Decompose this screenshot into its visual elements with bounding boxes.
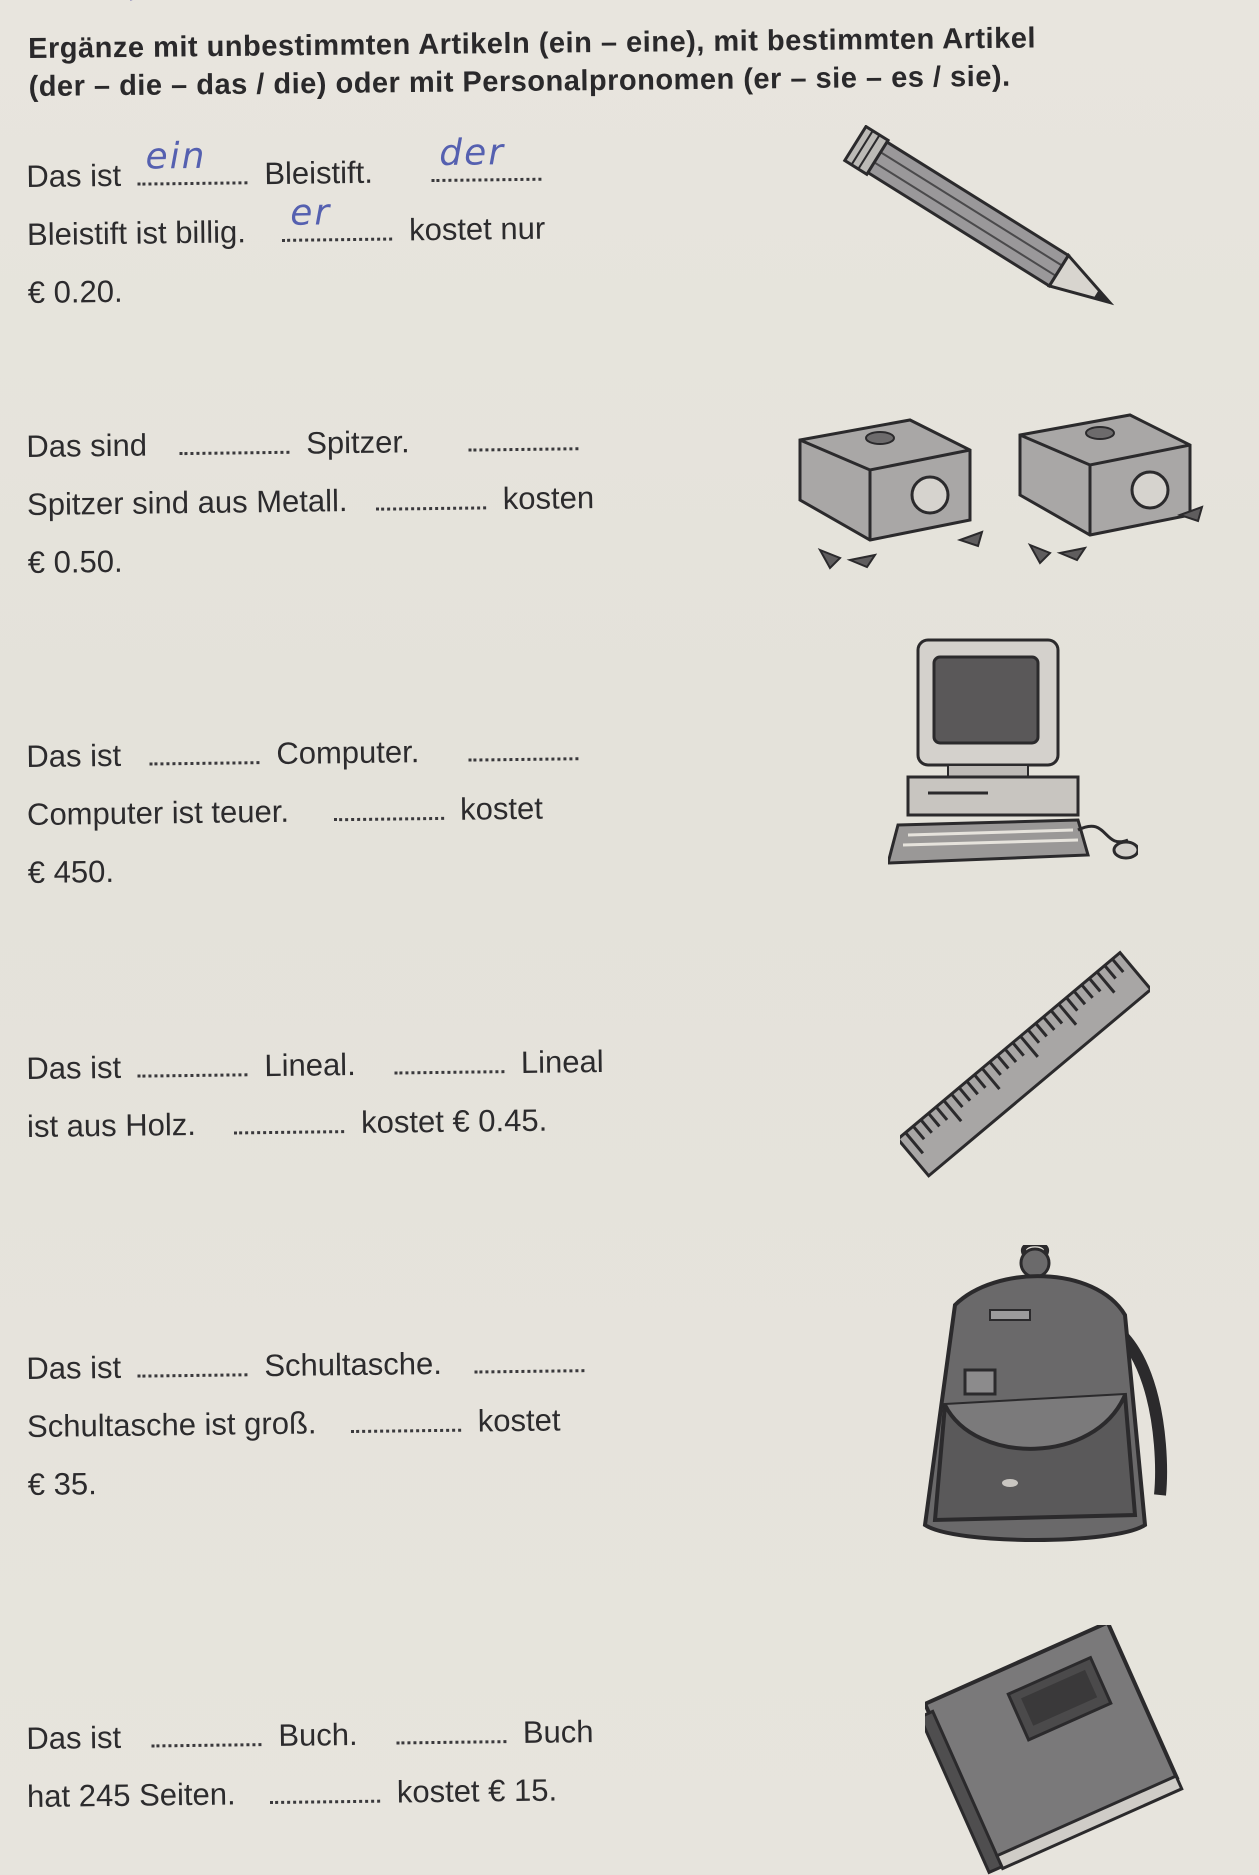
sharpeners-illustration [790,400,1210,590]
sentence-part: Buch [522,1714,594,1750]
school-bag-illustration [915,1245,1175,1555]
ruler-illustration [900,945,1150,1185]
instruction-text [28,17,1259,106]
answer-blank[interactable] [468,727,578,761]
sentence-part: Das ist [26,737,122,774]
sentence-part: Das ist [26,1049,122,1086]
answer-blank[interactable] [376,476,486,510]
sentence-part: kosten [502,480,595,517]
pencil-illustration [830,125,1150,335]
sentence-part: kostet € 15. [396,1772,558,1810]
sentence-part: Computer. [276,734,420,771]
answer-blank[interactable] [179,421,289,455]
exercise-buch [26,1701,747,1826]
answer-blank[interactable] [333,787,443,821]
instruction-line-2: (der – die – das / die) oder mit Personalpronomen (er – sie – es / sie). [28,60,1011,103]
sentence-part: Bleistift. [264,154,374,192]
price: € 0.50. [27,543,123,580]
sentence-part: Lineal. [264,1046,356,1084]
answer-blank[interactable] [468,417,578,451]
sentence-part: Das ist [26,157,122,194]
sentence-part: Spitzer. [305,424,410,461]
answer-blank[interactable] [270,1770,380,1804]
cut-off-handwriting [120,0,540,12]
instruction-line-1: Ergänze mit unbestimmten Artikeln (ein – eine), mit bestimmten Artikel [28,22,1037,65]
answer-blank[interactable] [396,1710,506,1744]
exercise-schultasche [26,1331,748,1514]
handwritten-answer: der [439,132,506,174]
sentence-part: Bleistift ist billig. [26,214,247,252]
sentence-part: kostet € 0.45. [360,1102,548,1140]
sentence-part: ist aus Holz. [26,1106,197,1144]
price: € 0.20. [27,273,123,310]
sentence-part: Schultasche. [264,1345,443,1384]
handwritten-answer: ein [145,135,207,178]
answer-blank[interactable] [151,1713,261,1747]
sentence-part: Das sind [26,427,148,464]
answer-blank[interactable] [137,1343,247,1377]
handwritten-answer: er [289,192,332,234]
sentence-part: kostet [459,790,544,827]
price: € 450. [27,853,115,890]
answer-blank[interactable] [282,192,392,242]
answer-blank[interactable] [474,1339,584,1373]
answer-blank[interactable] [351,1399,461,1433]
exercise-spitzer [26,409,748,592]
sentence-part: Lineal [520,1043,604,1080]
answer-blank[interactable] [431,132,541,182]
exercise-computer [26,719,748,902]
sentence-part: kostet nur [408,210,546,248]
exercise-bleistift [26,132,748,322]
answer-blank[interactable] [394,1040,504,1074]
answer-blank[interactable] [137,1043,247,1077]
sentence-part: Spitzer sind aus Metall. [26,483,348,522]
sentence-part: Buch. [278,1716,358,1753]
answer-blank[interactable] [234,1100,344,1134]
computer-illustration [888,635,1138,885]
book-illustration [925,1625,1185,1875]
sentence-part: kostet [477,1402,561,1439]
price: € 35. [27,1466,97,1502]
answer-blank[interactable] [137,135,247,185]
sentence-part: Das ist [26,1719,122,1756]
answer-blank[interactable] [149,731,259,765]
sentence-part: Das ist [26,1349,122,1386]
sentence-part: Schultasche ist groß. [26,1405,317,1444]
sentence-part: hat 245 Seiten. [26,1776,236,1814]
exercise-lineal [26,1031,747,1156]
sentence-part: Computer ist teuer. [26,793,290,832]
